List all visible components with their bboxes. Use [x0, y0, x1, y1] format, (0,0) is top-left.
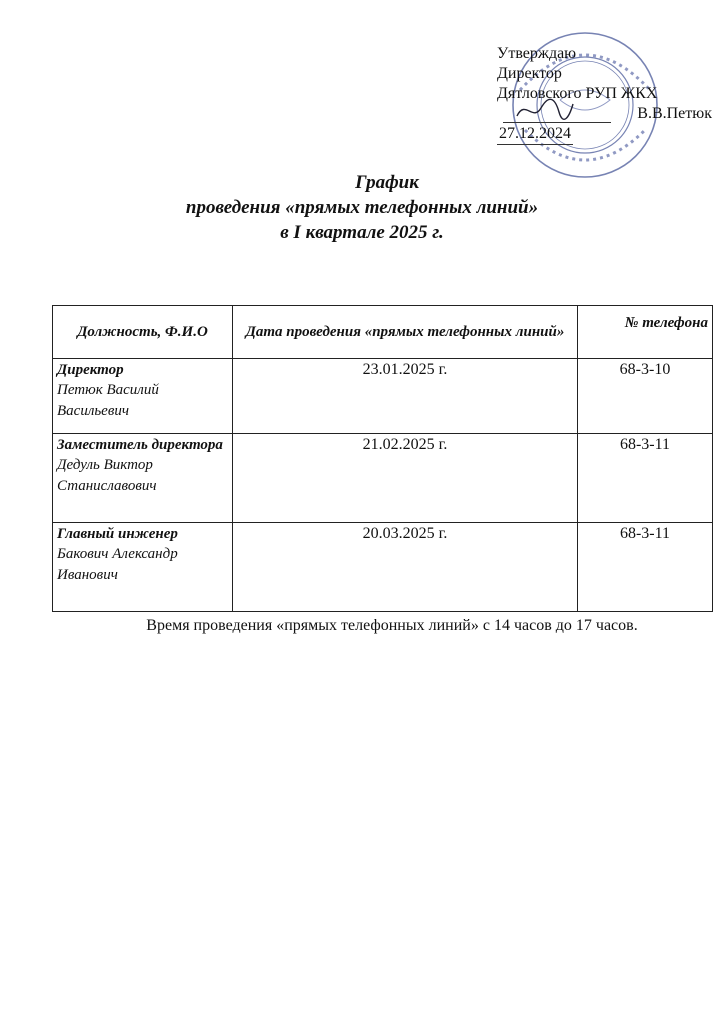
approver-position: Директор — [497, 65, 562, 82]
table-row — [53, 523, 713, 612]
header-position: Должность, Ф.И.О — [53, 306, 233, 359]
person-name: Бакович Александр Иванович — [57, 546, 178, 583]
cell-phone: 68-3-11 — [578, 523, 713, 612]
approver-initials: В.В.Петюк — [637, 105, 712, 122]
header-phone: № телефона — [578, 306, 713, 359]
approval-block — [497, 44, 712, 145]
time-note: Время проведения «прямых телефонных линий» с 14 часов до 17 часов. — [146, 617, 638, 634]
signature-line — [503, 122, 611, 123]
table-header-row — [53, 306, 713, 359]
approver-organization: Дятловского РУП ЖКХ — [497, 85, 658, 102]
title-line-2: проведения «прямых телефонных линий» — [185, 197, 539, 218]
approve-label: Утверждаю — [497, 45, 577, 62]
schedule-table — [52, 305, 713, 612]
cell-date: 20.03.2025 г. — [233, 523, 578, 612]
person-name: Петюк Василий Васильевич — [57, 382, 159, 419]
person-position: Директор — [57, 362, 124, 378]
table-row — [53, 434, 713, 523]
signature-row — [497, 104, 712, 124]
title-line-1: График — [355, 172, 419, 193]
page-title — [0, 170, 724, 245]
cell-date: 23.01.2025 г. — [233, 359, 578, 434]
cell-person — [53, 359, 233, 434]
signature-icon — [515, 94, 575, 124]
cell-phone: 68-3-11 — [578, 434, 713, 523]
cell-phone: 68-3-10 — [578, 359, 713, 434]
title-line-3: в I квартале 2025 г. — [280, 222, 444, 243]
approval-date: 27.12.2024 — [497, 124, 573, 145]
table-row — [53, 359, 713, 434]
person-name: Дедуль Виктор Станиславович — [57, 457, 157, 494]
header-date: Дата проведения «прямых телефонных линий» — [233, 306, 578, 359]
person-position: Заместитель директора — [57, 437, 223, 453]
cell-date: 21.02.2025 г. — [233, 434, 578, 523]
person-position: Главный инженер — [57, 526, 178, 542]
cell-person — [53, 434, 233, 523]
cell-person — [53, 523, 233, 612]
